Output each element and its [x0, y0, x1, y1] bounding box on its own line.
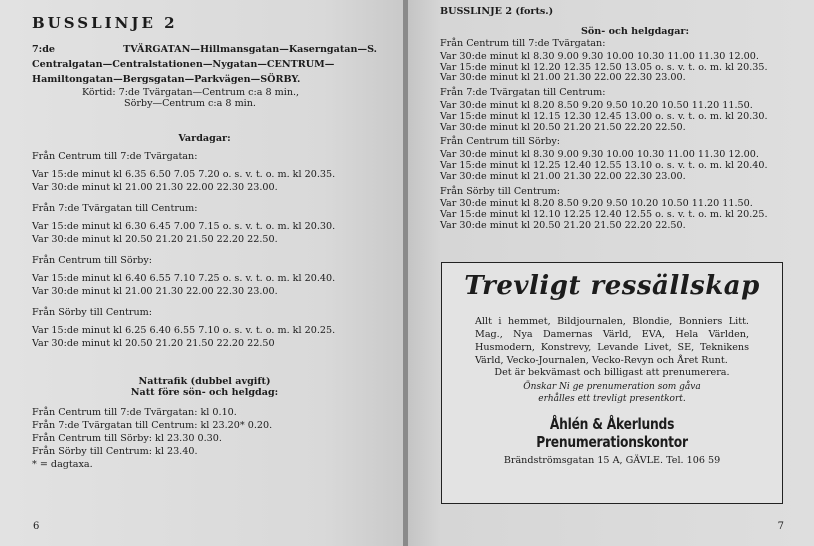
schedule-row: Var 15:de minut kl 6.30 6.45 7.00 7.15 o. s. v. t. o. m. kl 20.30. [32, 221, 336, 232]
advertisement-box [441, 262, 783, 504]
schedule-row: Var 30:de minut kl 21.00 21.30 22.00 22.30 23.00. [32, 182, 278, 193]
ad-subscribe-line: Det är bekvämast och billigast att prenumerera. [494, 367, 730, 378]
left-content [32, 12, 377, 471]
travel-time-line-2: Sörby—Centrum c:a 8 min. [124, 98, 256, 109]
schedule-row: Var 30:de minut kl 20.50 21.20 21.50 22.20 22.50. [440, 219, 686, 231]
page-number: 6 [33, 521, 40, 532]
schedule-row: Var 30:de minut kl 8.30 9.00 9.30 10.00 10.30 11.00 11.30 12.00. [440, 149, 759, 161]
weekday-schedule [32, 150, 377, 350]
ad-magazine-list: Allt i hemmet, Bildjournalen, Blondie, Bonniers Litt. Mag., Nya Damernas Värld, EVA, Hela Världen, Husmodern, Konstrevy, Levande Livet, SE, Teknikens Värld, Vecko-Journalen, Vecko-Revyn och Året Runt. [475, 316, 749, 366]
section-heading: Från Sörby till Centrum: [32, 307, 152, 318]
section-heading: Från 7:de Tvärgatan till Centrum: [32, 203, 198, 214]
schedule-row: Var 30:de minut kl 20.50 21.20 21.50 22.20 22.50 [32, 338, 275, 349]
section-heading: Från 7:de Tvärgatan till Centrum: [440, 87, 606, 99]
schedule-row: Var 15:de minut kl 6.40 6.55 7.10 7.25 o. s. v. t. o. m. kl 20.40. [32, 273, 336, 284]
night-before-heading: Natt före sön- och helgdag: [130, 387, 279, 398]
section-heading: Från Centrum till 7:de Tvärgatan: [440, 38, 606, 49]
section-heading: Från Sörby till Centrum: [440, 185, 560, 197]
night-row: Från Sörby till Centrum: kl 23.40. [32, 446, 198, 457]
right-page [408, 0, 814, 546]
night-row: Från 7:de Tvärgatan till Centrum: kl 23.20* 0.20. [32, 420, 273, 431]
schedule-row: Var 30:de minut kl 21.00 21.30 22.00 22.30 23.00. [440, 170, 686, 182]
sunday-heading: Sön- och helgdagar: [580, 26, 690, 37]
right-content [440, 6, 790, 232]
schedule-row: Var 30:de minut kl 20.50 21.20 21.50 22.20 22.50. [32, 234, 278, 245]
route-description: 7:de TVÄRGATAN—Hillmansgatan—Kaserngatan—S. Centralgatan—Centralstationen—Nygatan—CENTRUM—Hamiltongatan—Bergsgatan—Parkvägen—SÖRBY. [32, 44, 377, 85]
schedule-row: Var 15:de minut kl 12.10 12.25 12.40 12.55 o. s. v. t. o. m. kl 20.25. [440, 209, 768, 221]
ad-brand: Åhlén & Åkerlunds Prenumerationskontor [536, 415, 688, 451]
schedule-row: Var 15:de minut kl 12.25 12.40 12.55 13.10 o. s. v. t. o. m. kl 20.40. [440, 159, 768, 171]
page-title: BUSSLINJE 2 (forts.) [440, 6, 554, 17]
section-heading: Från Centrum till Sörby: [32, 255, 152, 266]
schedule-row: Var 30:de minut kl 8.20 8.50 9.20 9.50 10.20 10.50 11.20 11.50. [440, 198, 753, 210]
ad-gift-line-1: Önskar Ni ge prenumeration som gåva [523, 382, 701, 392]
sunday-schedule [440, 39, 790, 232]
schedule-row: Var 30:de minut kl 8.30 9.00 9.30 10.00 10.30 11.00 11.30 12.00. [440, 50, 759, 62]
schedule-row: Var 30:de minut kl 20.50 21.20 21.50 22.20 22.50. [440, 121, 686, 133]
schedule-row: Var 30:de minut kl 8.20 8.50 9.20 9.50 10.20 10.50 11.20 11.50. [440, 99, 753, 111]
night-traffic-heading: Nattrafik (dubbel avgift) [138, 376, 271, 387]
footnote: * = dagtaxa. [32, 459, 93, 470]
schedule-row: Var 30:de minut kl 21.00 21.30 22.00 22.30 23.00. [440, 72, 686, 84]
travel-time-line-1: Körtid: 7:de Tvärgatan—Centrum c:a 8 min., [82, 87, 300, 98]
ad-title: Trevligt ressällskap [464, 271, 760, 301]
schedule-row: Var 15:de minut kl 12.20 12.35 12.50 13.05 o. s. v. t. o. m. kl 20.35. [440, 61, 768, 73]
night-row: Från Centrum till 7:de Tvärgatan: kl 0.10. [32, 407, 237, 418]
section-heading: Från Centrum till 7:de Tvärgatan: [32, 151, 198, 162]
page-number: 7 [777, 521, 784, 532]
schedule-row: Var 15:de minut kl 6.35 6.50 7.05 7.20 o. s. v. t. o. m. kl 20.35. [32, 169, 336, 180]
night-row: Från Centrum till Sörby: kl 23.30 0.30. [32, 433, 222, 444]
ad-gift-line-2: erhålles ett trevligt presentkort. [538, 394, 686, 404]
ad-address: Brändströmsgatan 15 A, GÄVLE. Tel. 106 59 [503, 455, 721, 466]
schedule-row: Var 30:de minut kl 21.00 21.30 22.00 22.30 23.00. [32, 286, 278, 297]
section-heading: Från Centrum till Sörby: [440, 136, 560, 148]
page-title: BUSSLINJE 2 [32, 14, 178, 32]
schedule-row: Var 15:de minut kl 6.25 6.40 6.55 7.10 o. s. v. t. o. m. kl 20.25. [32, 325, 336, 336]
schedule-row: Var 15:de minut kl 12.15 12.30 12.45 13.00 o. s. v. t. o. m. kl 20.30. [440, 110, 768, 122]
night-schedule [32, 406, 377, 471]
left-page [0, 0, 405, 546]
weekday-heading: Vardagar: [178, 133, 231, 144]
